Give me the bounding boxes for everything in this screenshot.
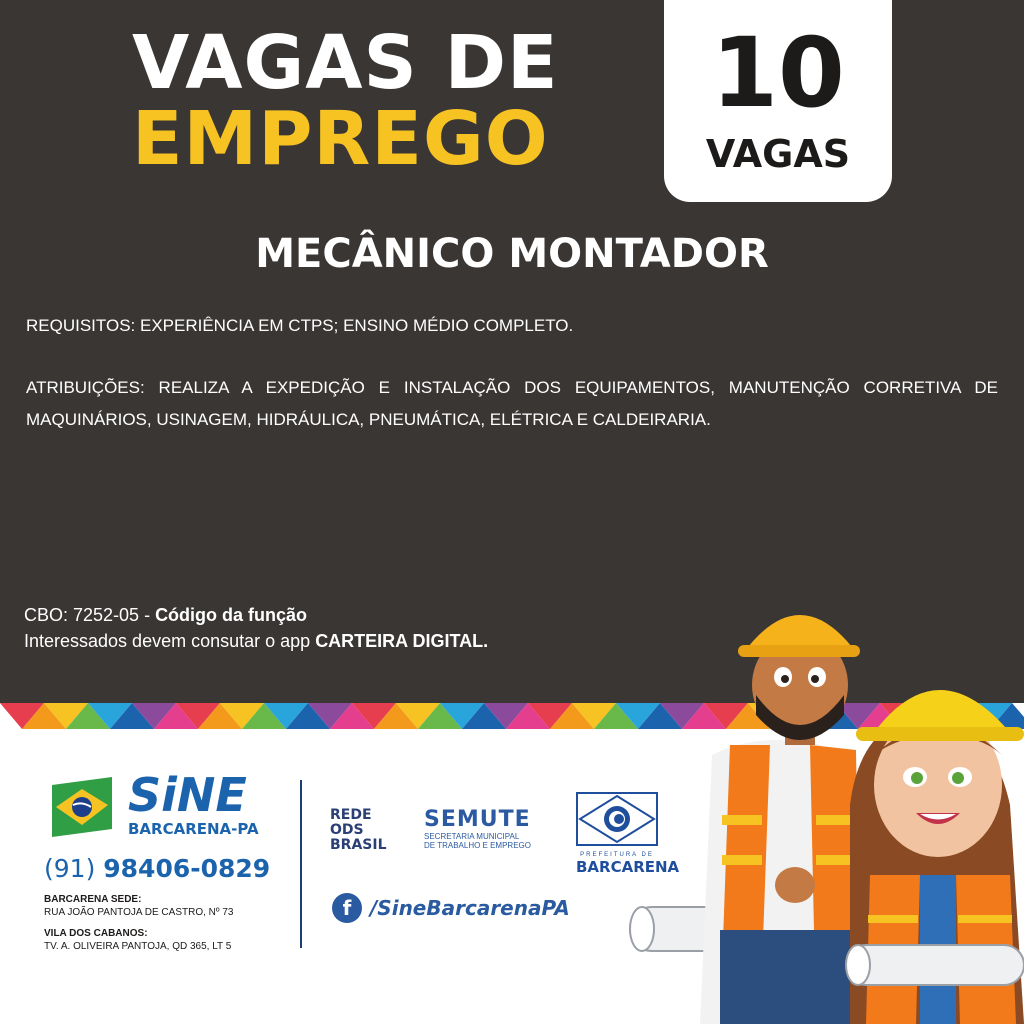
rede-line3: BRASIL xyxy=(330,837,387,853)
cbo-code: CBO: 7252-05 - xyxy=(24,605,156,625)
semute-sub2: DE TRABALHO E EMPREGO xyxy=(424,841,531,850)
app-name: CARTEIRA DIGITAL. xyxy=(315,631,489,651)
rede-line2: ODS xyxy=(330,822,364,838)
facebook-icon[interactable]: f xyxy=(332,893,362,923)
rede-ods-logo xyxy=(330,808,387,853)
address1-text: RUA JOÃO PANTOJA DE CASTRO, Nº 73 xyxy=(44,907,234,918)
sine-city: BARCARENA-PA xyxy=(128,820,259,838)
semute-name: SEMUTE xyxy=(424,807,531,832)
cbo-line xyxy=(24,603,307,627)
semute-sub1: SECRETARIA MUNICIPAL xyxy=(424,832,520,841)
footer-divider xyxy=(300,780,302,948)
vacancies-badge xyxy=(664,0,892,202)
prefeitura-name: BARCARENA xyxy=(576,858,680,876)
cbo-label: Código da função xyxy=(155,605,308,625)
interest-line xyxy=(24,629,488,653)
rede-line1: REDE xyxy=(330,807,372,823)
semute-logo xyxy=(424,808,531,850)
job-title: MECÂNICO MONTADOR xyxy=(255,231,769,277)
address1-label: BARCARENA SEDE: xyxy=(44,894,142,905)
phone-digits: 98406-0829 xyxy=(103,854,271,883)
phone-number xyxy=(44,853,270,885)
attributions-text: ATRIBUIÇÕES: REALIZA A EXPEDIÇÃO E INSTALAÇÃO DOS EQUIPAMENTOS, MANUTENÇÃO CORRETIVA DE MAQUINÁRIOS, USINAGEM, HIDRÁULICA, PNEUMÁTICA, ELÉTRICA E CALDEIRARIA. xyxy=(26,378,998,429)
vacancies-label: VAGAS xyxy=(705,132,851,176)
address2-label: VILA DOS CABANOS: xyxy=(44,928,148,939)
sine-logo-text: SiNE xyxy=(128,768,247,822)
address2-text: TV. A. OLIVEIRA PANTOJA, QD 365, LT 5 xyxy=(44,941,232,952)
headline-line1: VAGAS DE xyxy=(132,20,559,106)
headline-line2: EMPREGO xyxy=(132,96,549,182)
workers-illustration xyxy=(620,585,1024,1024)
brazil-flag-icon xyxy=(46,777,118,837)
facebook-handle[interactable]: /SineBarcarenaPA xyxy=(370,896,570,920)
interest-text: Interessados devem consutar o app xyxy=(24,631,316,651)
requirements-text: REQUISITOS: EXPERIÊNCIA EM CTPS; ENSINO MÉDIO COMPLETO. xyxy=(26,316,574,335)
prefeitura-small: PREFEITURA DE xyxy=(580,852,654,858)
vacancies-count: 10 xyxy=(711,17,845,129)
phone-area: (91) xyxy=(44,854,104,883)
